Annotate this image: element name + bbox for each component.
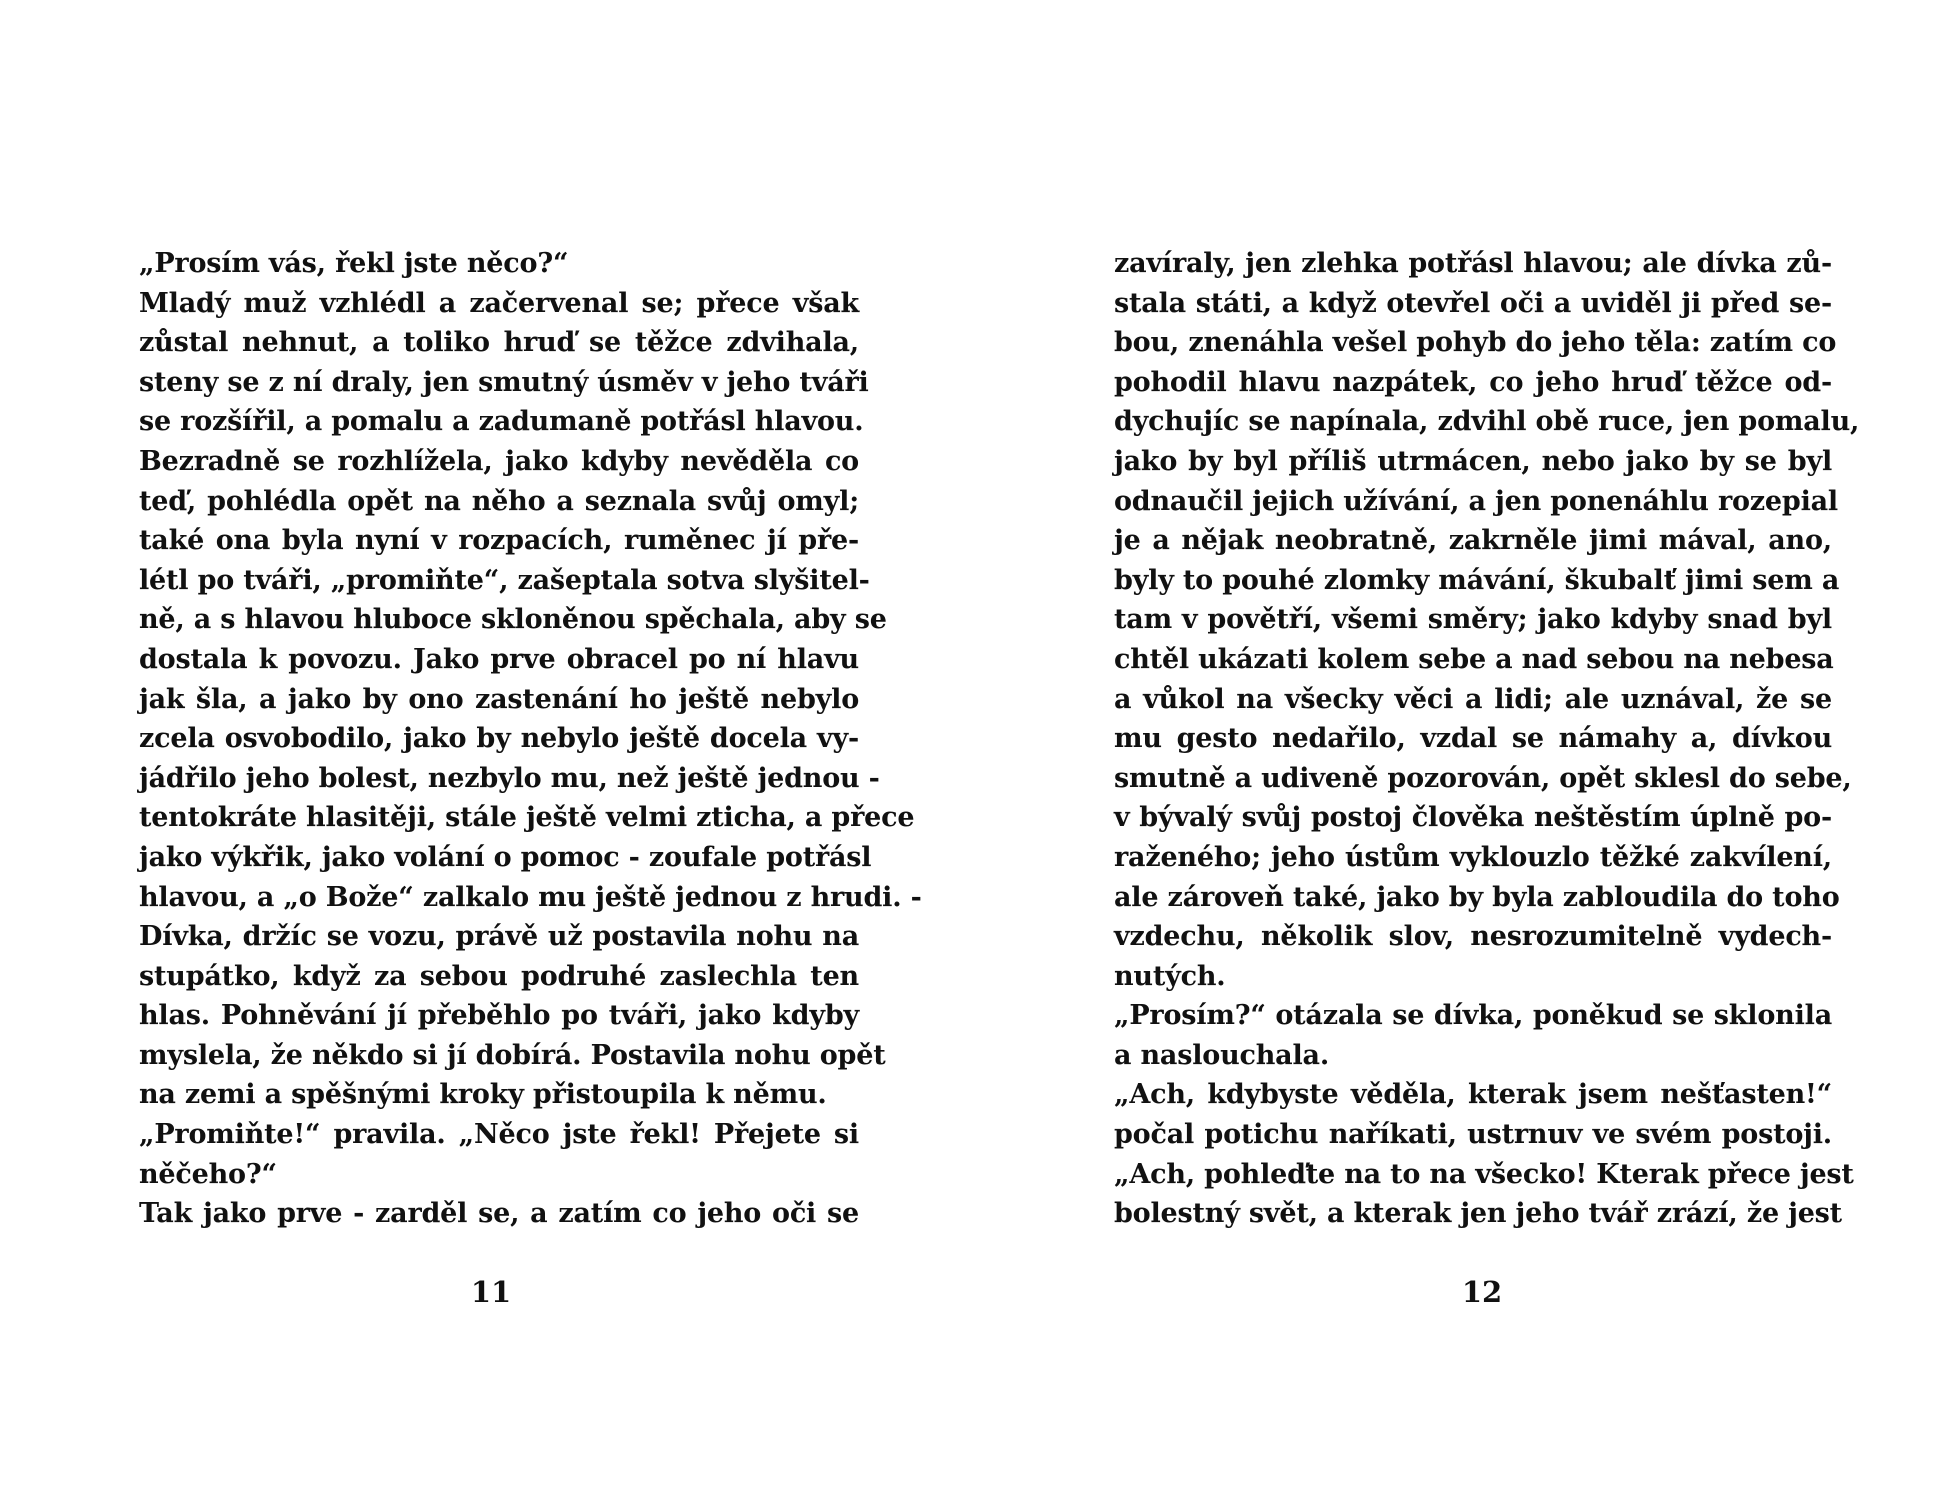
text-line: „Ach, pohleďte na to na všecko! Kterak přece jest xyxy=(1114,1158,1854,1190)
text-line: na zemi a spěšnými kroky přistoupila k němu. xyxy=(139,1079,827,1111)
text-line: nutých. xyxy=(1114,960,1226,992)
text-line: také ona byla nyní v rozpacích, ruměnec jí pře- xyxy=(139,525,859,557)
text-line: ale zároveň také, jako by byla zabloudila do toho xyxy=(1114,881,1840,913)
text-line: myslela, že někdo si jí dobírá. Postavila nohu opět xyxy=(139,1039,886,1071)
text-line: tentokráte hlasitěji, stále ještě velmi zticha, a přece xyxy=(139,802,915,834)
text-line: pohodil hlavu nazpátek, co jeho hruď těžce od- xyxy=(1114,366,1832,398)
text-line: „Prosím vás, řekl jste něco?“ xyxy=(139,248,569,279)
text-line: tam v povětří, všemi směry; jako kdyby snad byl xyxy=(1114,604,1832,636)
text-line: smutně a udiveně pozorován, opět sklesl do sebe, xyxy=(1114,762,1852,794)
text-line: stupátko, když za sebou podruhé zaslechla ten xyxy=(139,960,859,992)
text-line: a naslouchala. xyxy=(1114,1039,1330,1071)
text-line: Tak jako prve - zarděl se, a zatím co jeho oči se xyxy=(139,1198,859,1230)
text-line: bou, znenáhla vešel pohyb do jeho těla: zatím co xyxy=(1114,327,1837,359)
text-line: hlas. Pohněvání jí přeběhlo po tváři, jako kdyby xyxy=(139,1000,859,1032)
text-line: jak šla, a jako by ono zastenání ho ještě nebylo xyxy=(139,683,859,715)
text-line: zavíraly, jen zlehka potřásl hlavou; ale dívka zů- xyxy=(1114,248,1832,279)
text-line: byly to pouhé zlomky mávání, škubalť jimi sem a xyxy=(1114,564,1840,596)
text-line: „Prosím?“ otázala se dívka, poněkud se sklonila xyxy=(1114,1000,1832,1032)
text-line: zůstal nehnut, a toliko hruď se těžce zdvihala, xyxy=(139,327,859,359)
text-line: v bývalý svůj postoj člověka neštěstím úplně po- xyxy=(1114,802,1832,834)
text-line: dychujíc se napínala, zdvihl obě ruce, jen pomalu, xyxy=(1114,406,1860,438)
left-page-text xyxy=(139,244,922,1234)
page-number: 12 xyxy=(1461,1275,1503,1309)
text-line: steny se z ní draly, jen smutný úsměv v jeho tváři xyxy=(139,366,869,398)
text-line: stala státi, a když otevřel oči a uviděl ji před se- xyxy=(1114,287,1832,319)
text-line: létl po tváři, „promiňte“, zašeptala sotva slyšitel- xyxy=(139,564,870,596)
text-line: počal potichu naříkati, ustrnuv ve svém postoji. xyxy=(1114,1119,1832,1151)
text-line: teď, pohlédla opět na něho a seznala svůj omyl; xyxy=(139,485,859,517)
text-line: odnaučil jejich užívání, a jen ponenáhlu rozepial xyxy=(1114,485,1838,517)
text-line: hlavou, a „o Bože“ zalkalo mu ještě jednou z hrudi. - xyxy=(139,881,922,913)
text-line: Mladý muž vzhlédl a začervenal se; přece však xyxy=(139,287,859,319)
text-line: jako výkřik, jako volání o pomoc - zoufale potřásl xyxy=(139,841,872,873)
text-line: bolestný svět, a kterak jen jeho tvář zrází, že jest xyxy=(1114,1198,1842,1230)
text-line: se rozšířil, a pomalu a zadumaně potřásl hlavou. xyxy=(139,406,864,438)
text-line: „Ach, kdybyste věděla, kterak jsem nešťasten!“ xyxy=(1114,1079,1832,1111)
text-line: mu gesto nedařilo, vzdal se námahy a, dívkou xyxy=(1114,723,1832,755)
text-line: dostala k povozu. Jako prve obracel po ní hlavu xyxy=(139,643,859,675)
right-page xyxy=(974,0,1948,1501)
text-line: Dívka, držíc se vozu, právě už postavila nohu na xyxy=(139,921,859,953)
text-line: a vůkol na všecky věci a lidi; ale uznával, že se xyxy=(1114,683,1832,715)
text-line: raženého; jeho ústům vyklouzlo těžké zakvílení, xyxy=(1114,841,1832,873)
text-line: jako by byl příliš utrmácen, nebo jako by se byl xyxy=(1114,445,1832,477)
text-line: „Promiňte!“ pravila. „Něco jste řekl! Přejete si xyxy=(139,1119,859,1151)
page-number: 11 xyxy=(470,1275,512,1309)
right-page-text xyxy=(1114,244,1860,1234)
text-line: něčeho?“ xyxy=(139,1158,277,1190)
text-line: zcela osvobodilo, jako by nebylo ještě docela vy- xyxy=(139,723,859,755)
text-line: chtěl ukázati kolem sebe a nad sebou na nebesa xyxy=(1114,643,1834,675)
text-line: ně, a s hlavou hluboce skloněnou spěchala, aby se xyxy=(139,604,887,636)
text-line: Bezradně se rozhlížela, jako kdyby nevěděla co xyxy=(139,445,859,477)
text-line: vzdechu, několik slov, nesrozumitelně vydech- xyxy=(1114,921,1832,953)
text-line: jádřilo jeho bolest, nezbylo mu, než ještě jednou - xyxy=(139,762,880,794)
text-line: je a nějak neobratně, zakrněle jimi mával, ano, xyxy=(1114,525,1832,557)
